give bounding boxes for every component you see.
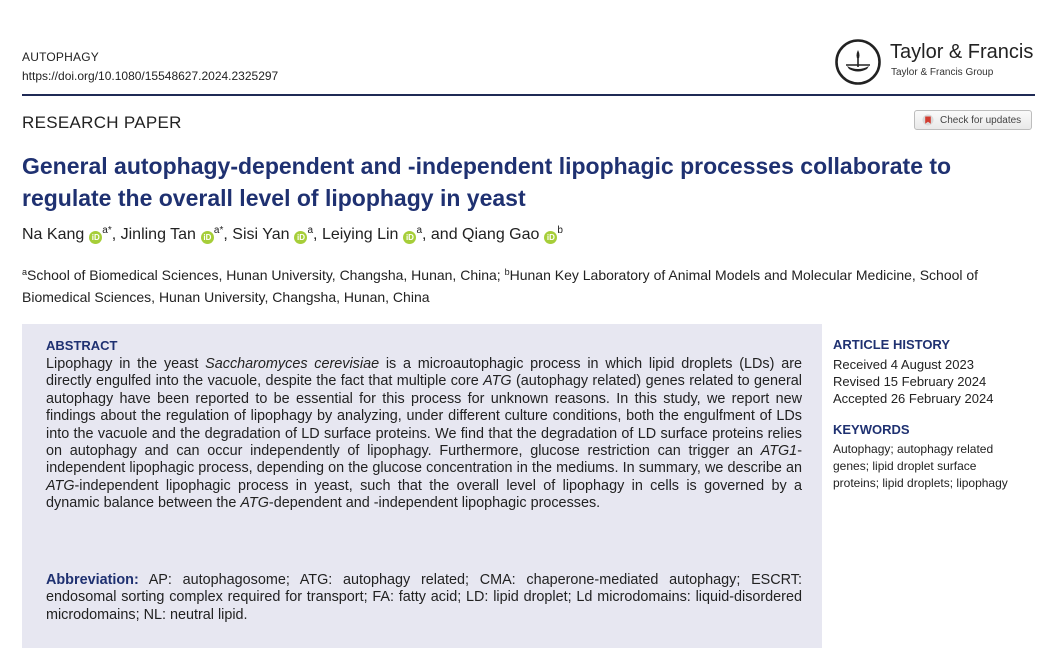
paper-type: RESEARCH PAPER (22, 113, 182, 132)
author-name[interactable]: Leiying Lin (321, 226, 399, 243)
author-name[interactable]: Sisi Yan (232, 226, 290, 243)
affiliation-a: School of Biomedical Sciences, Hunan University, Changsha, Hunan, China; (27, 267, 505, 283)
abstract-segment: Lipophagy in the yeast (46, 356, 206, 372)
author-separator: , (111, 226, 121, 243)
abbreviation-label: Abbreviation: (46, 572, 139, 588)
abbreviation-text: AP: autophagosome; ATG: autophagy related; CMA: chaperone-mediated autophagy; ESCRT: endosomal sorting complex required for transport; FA: fatty acid; LD: lipid droplet; Ld microdomains: liquid-disordered microdomains; NL: neutral lipid. (46, 572, 802, 623)
author (322, 226, 462, 243)
author-affiliation-mark: a (416, 225, 422, 236)
author-affiliation-mark: a* (102, 225, 112, 236)
keywords-list: Autophagy; autophagy related genes; lipid droplet surface proteins; lipid droplets; lipophagy (833, 442, 1008, 490)
author (462, 226, 563, 243)
author-affiliation-mark: a (307, 225, 314, 236)
revised-date: Revised 15 February 2024 (833, 374, 987, 389)
abstract-segment: -dependent and -independent lipophagic processes. (268, 495, 601, 512)
publisher-brand[interactable] (834, 37, 1039, 87)
orcid-icon[interactable]: iD (544, 231, 557, 244)
check-for-updates-button[interactable] (914, 110, 1032, 130)
article-history-heading: ARTICLE HISTORY (833, 337, 951, 352)
orcid-icon[interactable]: iD (294, 231, 307, 244)
author-list (22, 226, 563, 244)
abbreviations (46, 572, 802, 624)
author-name[interactable]: Qiang Gao (462, 226, 540, 243)
abstract-segment: is a microautophagic process in which lipid droplets (LDs) are directly engulfed into the vacuole, despite the fact that multiple core (46, 356, 802, 390)
author-affiliation-mark: a* (213, 225, 224, 236)
abstract-italic-term: ATG (483, 373, 512, 390)
affiliation-a-mark: a (22, 267, 28, 277)
paper-title: General autophagy-dependent and -independent lipophagic processes collaborate to regulate the overall level of lipophagy in yeast (22, 153, 952, 211)
publisher-group: Taylor & Francis Group (891, 67, 994, 78)
author-separator: , and (422, 226, 463, 243)
author-separator: , (223, 226, 233, 243)
article-sidebar (833, 337, 1033, 492)
keywords-heading: KEYWORDS (833, 422, 910, 437)
affiliation-b-mark: b (504, 267, 510, 277)
abstract-segment: -independent lipophagic process, depending on the glucose concentration in the mediums. In summary, we describe an (46, 443, 802, 477)
abstract-segment: (autophagy related) genes related to general autophagy have been reported to be essential for this process for unknown reasons. In this study, we report new findings about the regulation of lipophagy by analyzing, under different culture conditions, both the engulfment of LDs into the vacuole and the degradation of LD surface proteins. We find that the degradation of LD surface proteins relies on autophagy and can occur independently of lipophagy. Furthermore, glucose restriction can trigger an (46, 373, 802, 460)
author (232, 226, 322, 243)
abstract-text (46, 356, 802, 513)
author-affiliation-mark: b (557, 225, 563, 236)
taylor-francis-logo-icon (834, 38, 882, 86)
abstract-italic-term: ATG (240, 495, 269, 512)
author-name[interactable]: Jinling Tan (120, 226, 196, 243)
accepted-date: Accepted 26 February 2024 (833, 391, 994, 406)
abstract-heading: ABSTRACT (46, 338, 118, 353)
check-updates-icon (922, 114, 934, 126)
abstract-segment: -independent lipophagic process in yeast, such that the overall level of lipophagy in cells is governed by a dynamic balance between the (46, 477, 802, 512)
author-name[interactable]: Na Kang (22, 226, 85, 243)
check-for-updates-label: Check for updates (940, 114, 1022, 126)
abstract-italic-term: ATG1 (760, 443, 798, 460)
abstract-box (22, 324, 822, 648)
abstract-italic-term: ATG (46, 477, 75, 494)
abstract-italic-term: Saccharomyces cerevisiae (205, 356, 380, 372)
doi-link[interactable]: https://doi.org/10.1080/15548627.2024.2325297 (22, 69, 279, 83)
received-date: Received 4 August 2023 (833, 357, 974, 372)
orcid-icon[interactable]: iD (201, 231, 214, 244)
affiliation-b: Hunan Key Laboratory of Animal Models and Molecular Medicine, School of Biomedical Sciences, Hunan University, Changsha, Hunan, China (22, 267, 979, 305)
author-separator: , (313, 226, 322, 243)
orcid-icon[interactable]: iD (403, 231, 416, 244)
article-history (833, 356, 1033, 407)
header-divider (22, 94, 1035, 96)
orcid-icon[interactable]: iD (89, 231, 102, 244)
author (22, 226, 121, 243)
publisher-name: Taylor & Francis (890, 41, 1034, 63)
journal-name: AUTOPHAGY (22, 50, 99, 64)
author (121, 226, 233, 243)
affiliations (22, 264, 1037, 308)
